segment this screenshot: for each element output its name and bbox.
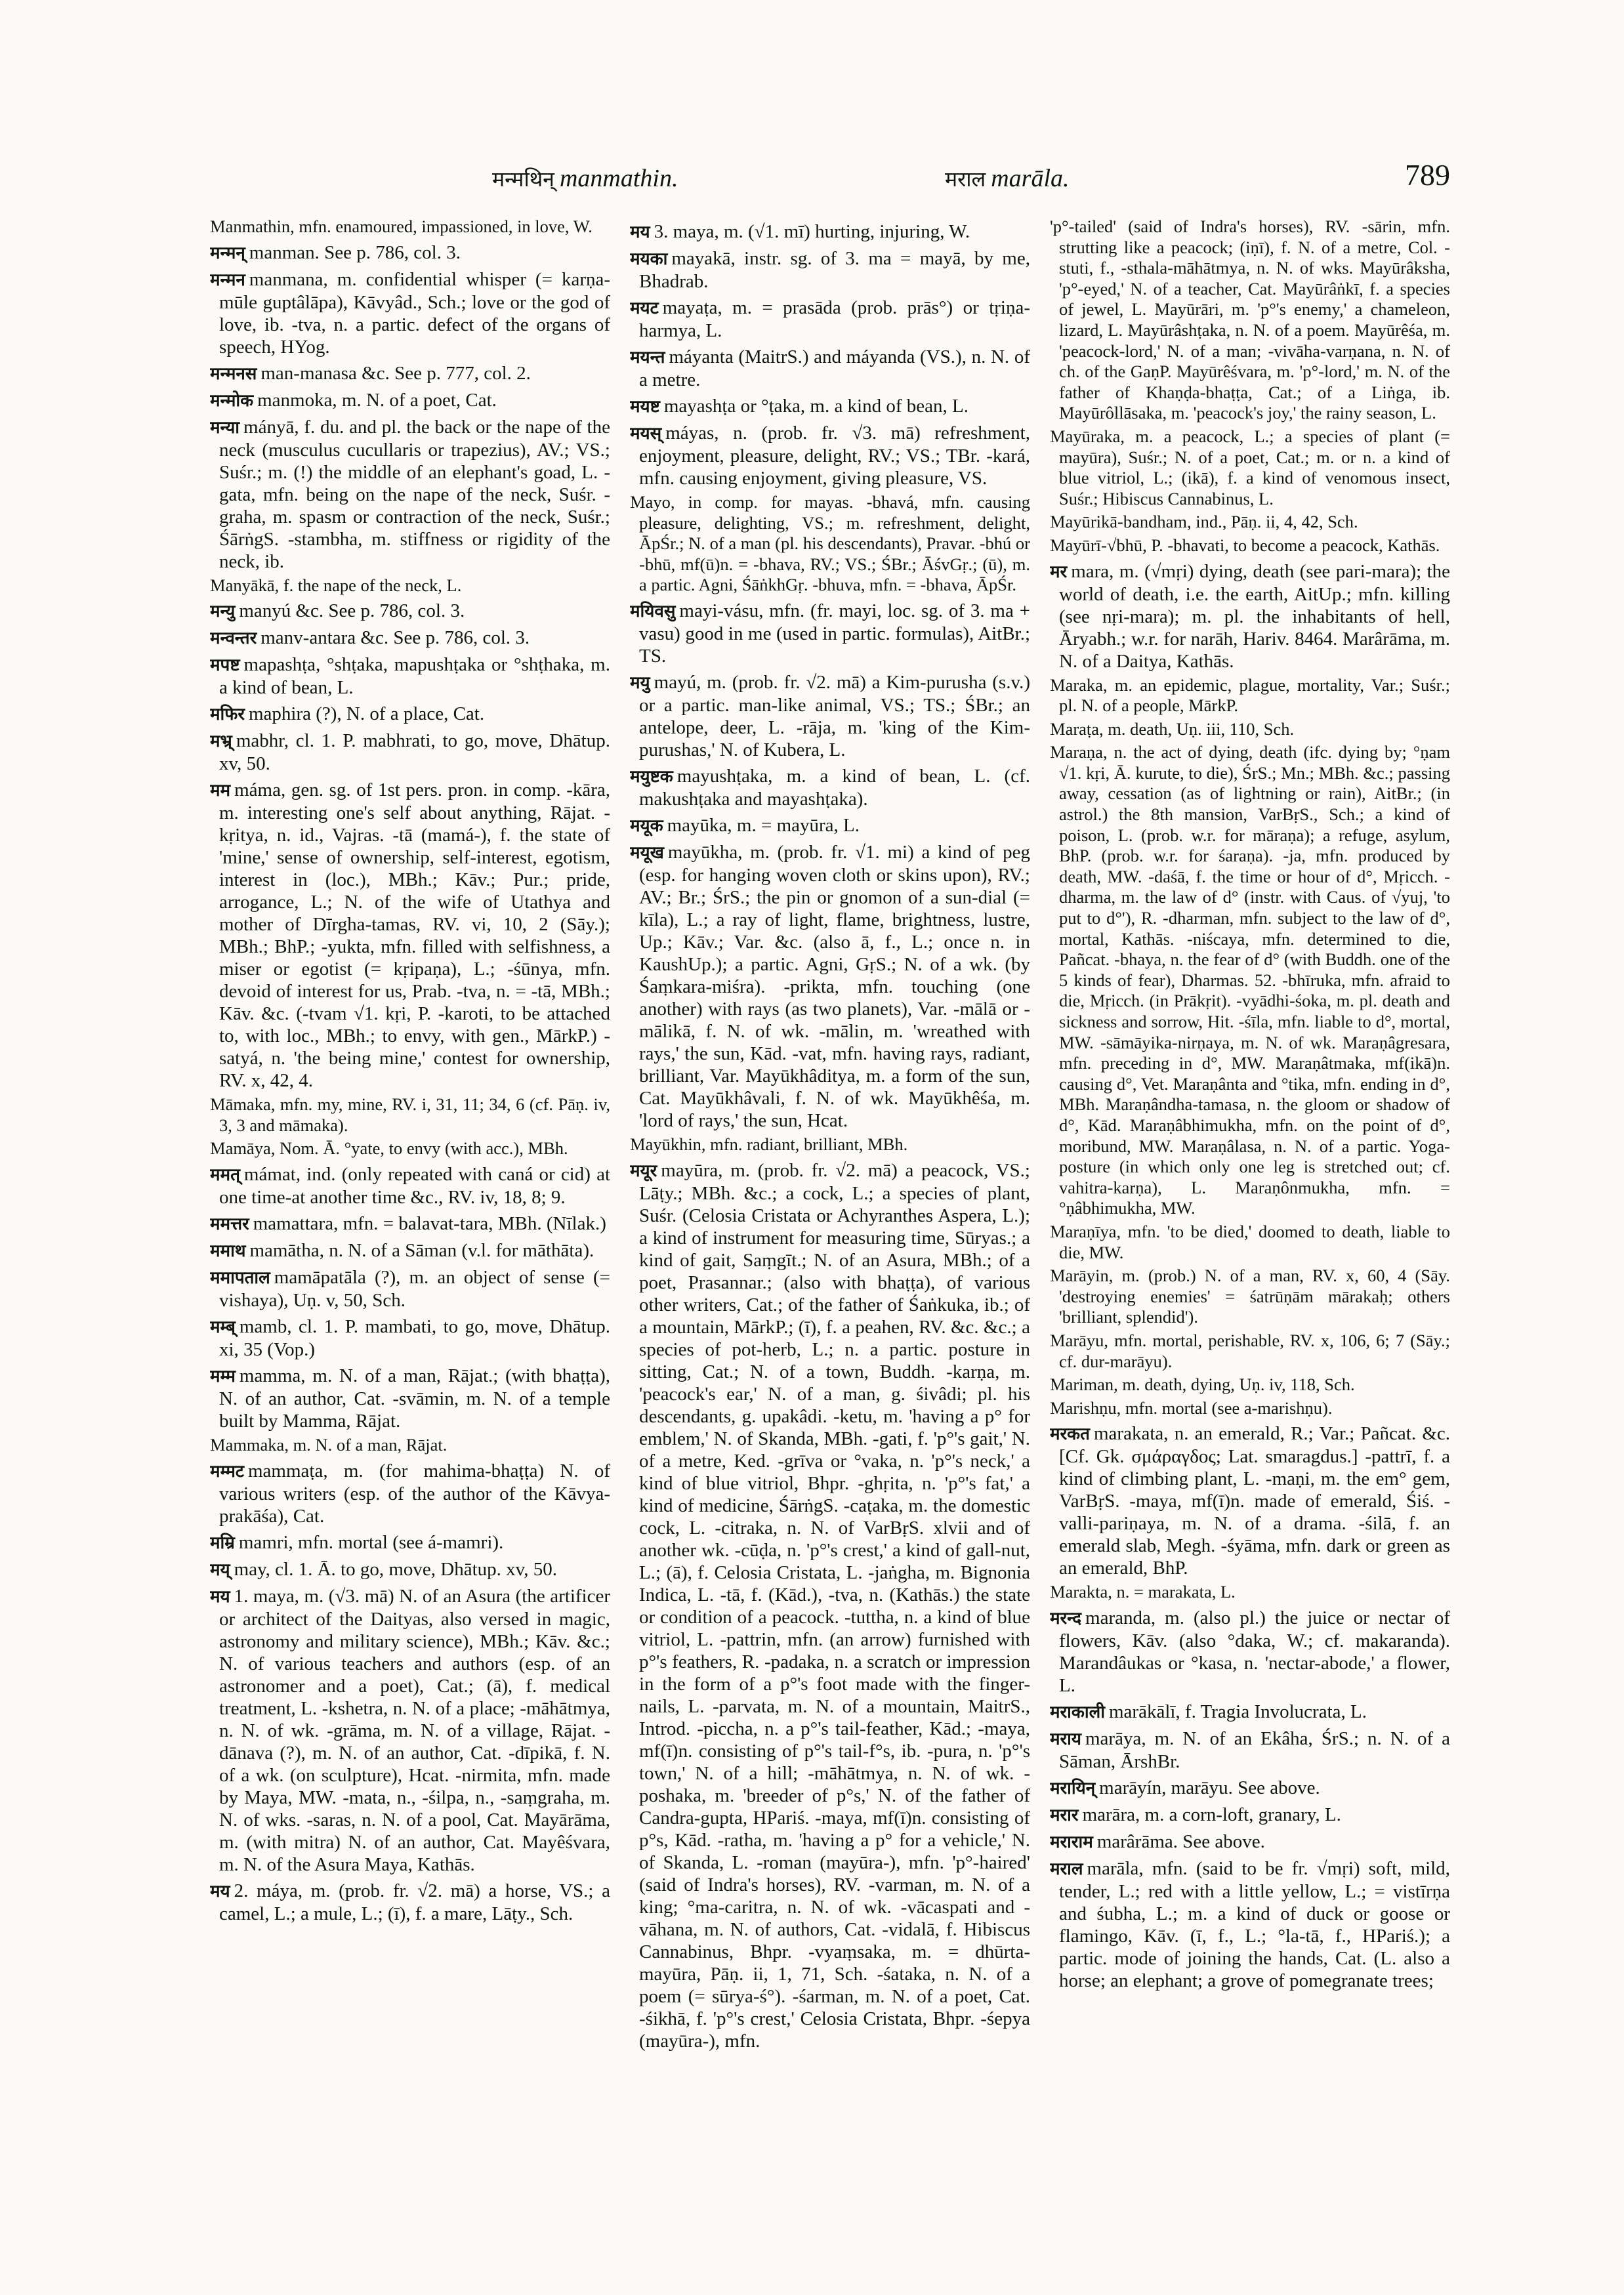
headword-devanagari: मराकाली xyxy=(1050,1702,1105,1722)
entry-text: Mayo, in comp. for mayas. -bhavá, mfn. causing pleasure, delighting, VS.; m. refreshment, delight, ĀpŚr.; N. of a man (pl. his descendants), Pravar. -bhú or -bhū, mf(ū)n. = -bhava, RV.; VS.; ŚBr.; ĀśvGṛ.; (ū), m. a partic. Agni, ŚāṅkhGṛ. -bhuva, mfn. = -bhava, ĀpŚr. xyxy=(630,492,1030,595)
dictionary-entry xyxy=(1050,675,1450,716)
dictionary-entry xyxy=(630,395,1030,418)
dictionary-entry xyxy=(1050,512,1450,533)
dictionary-entry xyxy=(210,600,610,623)
entry-text: mamri, mfn. mortal (see á-mamri). xyxy=(238,1531,504,1553)
entry-text: marākālī, f. Tragia Involucrata, L. xyxy=(1108,1701,1367,1722)
dictionary-entry xyxy=(1050,535,1450,556)
dictionary-entry xyxy=(1050,1830,1450,1853)
entry-text: máyanta (MaitrS.) and máyanda (VS.), n. N. of a metre. xyxy=(639,346,1030,390)
dictionary-entry xyxy=(1050,1804,1450,1827)
entry-text: mayūkha, m. (prob. fr. √1. mi) a kind of peg (esp. for hanging woven cloth or skins upon), RV.; AV.; Br.; ŚrS.; the pin or gnomon of a sun-dial (= kīla), L.; a ray of light, flame, brightness, lustre, Up.; Kāv.; Var. &c. (also ā, f., L.; once n. in KaushUp.); a partic. Agni, GṛS.; N. of a wk. (by Śaṃkara-miśra). -prikta, mfn. touching (one another) with rays (as two planets), Var. -mālā or -mālikā, f. N. of wk. -mālin, m. 'wreathed with rays,' the sun, Kād. -vat, mfn. having rays, radiant, brilliant, Var. Mayūkhâditya, m. a form of the sun, Cat. Mayūkhâvali, f. N. of wk. Mayūkhêśa, m. 'lord of rays,' the sun, Hcat. xyxy=(639,841,1030,1131)
entry-text: Marakta, n. = marakata, L. xyxy=(1050,1582,1236,1602)
dictionary-entry xyxy=(210,389,610,412)
dictionary-entry xyxy=(210,1460,610,1527)
entry-text: mamb, cl. 1. P. mambati, to go, move, Dhātup. xi, 35 (Vop.) xyxy=(219,1315,610,1360)
dictionary-entry xyxy=(630,765,1030,810)
entry-text: Marishṇu, mfn. mortal (see a-marishṇu). xyxy=(1050,1397,1333,1418)
headword-devanagari: मर xyxy=(1050,562,1068,582)
entry-text: marāra, m. a corn-loft, granary, L. xyxy=(1082,1804,1341,1825)
headword-devanagari: मयूख xyxy=(630,842,664,863)
headword-devanagari: मम्ब् xyxy=(210,1317,236,1337)
headword-devanagari: मरायिन् xyxy=(1050,1778,1096,1798)
dictionary-entry xyxy=(630,422,1030,489)
entry-text: Marāyin, m. (prob.) N. of a man, RV. x, 60, 4 (Sāy. 'destroying enemies' = śatrūṇām mārakaḥ; others 'brilliant, splendid'). xyxy=(1050,1266,1450,1327)
entry-text: marârāma. See above. xyxy=(1096,1830,1265,1852)
headword-devanagari: मन्मनस xyxy=(210,363,257,384)
header-left-entry: मन्मथिन् manmathin. xyxy=(492,165,678,192)
dictionary-entry xyxy=(1050,1375,1450,1396)
dictionary-entry xyxy=(630,671,1030,761)
dictionary-entry xyxy=(210,1531,610,1554)
page-number: 789 xyxy=(1405,158,1450,192)
entry-text: máma, gen. sg. of 1st pers. pron. in comp. -kāra, m. interesting one's self about anything, Rājat. -kṛitya, n. id., Vajras. -tā (mamá-), f. the state of 'mine,' sense of ownership, self-interest, egotism, interest in (loc.), MBh.; Kāv.; Pur.; pride, arrogance, L.; N. of the wife of Utathya and mother of Dīrgha-tamas, RV. vi, 10, 2 (Sāy.); MBh.; BhP.; -yukta, mfn. filled with selfishness, a miser or egotist (= kṛipaṇa), L.; -śūnya, mfn. devoid of interest for us, Prab. -tva, n. = -tā, MBh.; Kāv. &c. (-tvam √1. kṛi, P. -karoti, to be attached to, with loc., MBh.; to envy, with gen., MārkP.) -satyá, n. 'the being mine,' contest for ownership, RV. x, 42, 4. xyxy=(219,779,610,1092)
headword-devanagari: ममत्तर xyxy=(210,1214,249,1234)
entry-text: 2. máya, m. (prob. fr. √2. mā) a horse, VS.; a camel, L.; a mule, L.; (ī), f. a mare, Lāṭy., Sch. xyxy=(219,1880,610,1924)
entry-text: maranda, m. (also pl.) the juice or nectar of flowers, Kāv. (also °daka, W.; cf. makaranda). Marandâukas or °kasa, n. 'nectar-abode,' a flower, L. xyxy=(1059,1607,1450,1696)
headword-devanagari: मयुष्टक xyxy=(630,766,673,787)
dictionary-entry xyxy=(210,1558,610,1581)
headword-devanagari: मय xyxy=(210,1881,230,1901)
entry-text: manman. See p. 786, col. 3. xyxy=(249,241,461,263)
headword-devanagari: मयु xyxy=(630,672,650,693)
dictionary-entry xyxy=(210,1239,610,1262)
dictionary-entry xyxy=(210,362,610,385)
dictionary-entry xyxy=(630,814,1030,837)
dictionary-entry xyxy=(210,241,610,264)
entry-text: Mayūrikā-bandham, ind., Pāṇ. ii, 4, 42, Sch. xyxy=(1050,512,1358,532)
headword-devanagari: मय् xyxy=(210,1560,230,1580)
dictionary-entry xyxy=(210,416,610,573)
dictionary-entry xyxy=(630,841,1030,1132)
dictionary-entry xyxy=(1050,1266,1450,1328)
dictionary-entry xyxy=(210,575,610,596)
dictionary-entry xyxy=(1050,1398,1450,1419)
dictionary-entry xyxy=(210,1435,610,1456)
dictionary-entry xyxy=(630,247,1030,293)
headword-devanagari: ममत् xyxy=(210,1165,240,1185)
dictionary-entry xyxy=(210,1585,610,1876)
dictionary-entry xyxy=(630,346,1030,391)
entry-text: mányā, f. du. and pl. the back or the nape of the neck (musculus cucullaris or trapezius), AV.; VS.; Suśr.; m. (!) the middle of an elephant's goad, L. -gata, mfn. being on the nape of the neck, Suśr. -graha, m. spasm or contraction of the neck, Suśr.; ŚārṅgS. -stambha, m. stiffness or rigidity of the neck, ib. xyxy=(219,416,610,572)
entry-text: marāyín, marāyu. See above. xyxy=(1099,1777,1320,1798)
headword-devanagari: मन्मन् xyxy=(210,243,245,263)
entry-text: may, cl. 1. Ā. to go, move, Dhātup. xv, 50. xyxy=(234,1558,558,1580)
dictionary-entry xyxy=(1050,1222,1450,1263)
dictionary-entry xyxy=(210,1315,610,1361)
dictionary-entry xyxy=(1050,426,1450,509)
entry-text: Maraṭa, m. death, Uṇ. iii, 110, Sch. xyxy=(1050,718,1295,739)
entry-text: mabhr, cl. 1. P. mabhrati, to go, move, Dhātup. xv, 50. xyxy=(219,730,610,775)
entry-text: 3. maya, m. (√1. mī) hurting, injuring, W. xyxy=(654,221,970,242)
header-right-entry: मराल marāla. xyxy=(945,165,1070,192)
headword-devanagari: ममापताल xyxy=(210,1268,270,1288)
headword-devanagari: मय xyxy=(210,1586,230,1607)
dictionary-entry xyxy=(210,730,610,775)
dictionary-entry xyxy=(630,1134,1030,1155)
column-right xyxy=(1050,217,1450,2237)
headword-devanagari: मयिवसु xyxy=(630,601,676,621)
entry-text: mamma, m. N. of a man, Rājat.; (with bhaṭṭa), N. of an author, Cat. -svāmin, m. N. of a temple built by Mamma, Rājat. xyxy=(219,1365,610,1432)
headword-devanagari: मय xyxy=(630,222,650,242)
entry-text: 'p°-tailed' (said of Indra's horses), RV. -sārin, mfn. strutting like a peacock; (iṇī), f. N. of a metre, Col. -stuti, f., -sthala-māhātmya, n. N. of wks. Mayūrâksha, 'p°-eyed,' N. of a teacher, Cat. Mayūrâṅkī, f. a species of jewel, L. Mayūrāri, m. 'p°'s enemy,' a chameleon, lizard, L. Mayūrâshṭaka, n. N. of a poem. Mayūrêśa, m. 'peacock-lord,' N. of a man; -vivāha-varṇana, n. N. of ch. of the GaṇP. Mayūrêśvara, m. 'p°-lord,' m. N. of the father of Khaṇḍa-bhaṭṭa, Cat.; of a Liṅga, ib. Mayūrôllāsaka, m. 'peacock's joy,' the rainy season, L. xyxy=(1050,217,1450,423)
entry-text: Mammaka, m. N. of a man, Rājat. xyxy=(210,1434,448,1455)
headword-devanagari: मम्म xyxy=(210,1366,236,1386)
entry-text: mámat, ind. (only repeated with caná or cid) at one time-at another time &c., RV. iv, 18, 8; 9. xyxy=(219,1163,610,1208)
headword-devanagari: मरार xyxy=(1050,1805,1079,1825)
entry-text: Mayūkhin, mfn. radiant, brilliant, MBh. xyxy=(630,1134,908,1154)
entry-text: marāla, mfn. (said to be fr. √mṛi) soft, mild, tender, L.; red with a little yellow, L.; = vistīrṇa and śubha, L.; m. a kind of duck or goose or flamingo, Kāv. (ī, f., L.; °la-tā, f., HPariś.); a partic. mode of joining the hands, Cat. (L. also a horse; an elephant; a grove of pomegranate trees; xyxy=(1059,1857,1450,1991)
entry-text: mayi-vásu, mfn. (fr. mayi, loc. sg. of 3. ma + vasu) good in me (used in partic. formulas), AitBr.; TS. xyxy=(639,600,1030,667)
headword-devanagari: मयस् xyxy=(630,424,662,444)
entry-text: máyas, n. (prob. fr. √3. mā) refreshment, enjoyment, pleasure, delight, RV.; VS.; TBr. -kará, mfn. causing enjoyment, giving pleasure, VS. xyxy=(639,423,1030,489)
headword-devanagari: मराल xyxy=(1050,1859,1083,1879)
entry-text: manmoka, m. N. of a poet, Cat. xyxy=(257,389,497,411)
headword-devanagari: मयका xyxy=(630,249,668,269)
entry-text: marāya, m. N. of an Ekâha, ŚrS.; n. N. of a Sāman, ĀrshBr. xyxy=(1059,1727,1450,1772)
entry-text: Maraṇa, n. the act of dying, death (ifc. dying by; °ṇam √1. kṛi, Ā. kurute, to die), ŚrS.; Mn.; MBh. &c.; passing away, cessation (as of lightning or rain), AitBr.; (in astrol.) the 8th mansion, VarBṛS., Sch.; a kind of poison, L. (prob. w.r. for māraṇa); a refuge, asylum, BhP. (prob. w.r. for śaraṇa). -ja, mfn. produced by death, MW. -daśā, f. the time or hour of d°, Mṛicch. -dharma, m. the law of d° (instr. with Caus. of √yuj, 'to put to d°'), R. -dharman, mfn. subject to the law of d°, mortal, Kathās. -niścaya, mfn. determined to die, Pañcat. -bhaya, n. the fear of d° (with Buddh. one of the 5 kinds of fear), Dharmas. 52. -bhīruka, mfn. afraid to die, Mṛicch. (in Prākṛit). -vyādhi-śoka, m. pl. death and sickness and sorrow, Hit. -śīla, mfn. liable to d°, mortal, MW. -sāmāyika-nirṇaya, m. N. of wk. Maraṇâgresara, mfn. preceding in d°, MW. Maraṇâtmaka, mf(ikā)n. causing d°, Vet. Maraṇânta and °tika, mfn. ending in d°, MBh. Maraṇândha-tamasa, n. the gloom or shadow of d°, Kād. Maraṇâbhimukha, mfn. on the point of d°, moribund, MW. Maraṇâlasa, n. N. of a partic. Yoga-posture (in which only one leg is stretched out; cf. vahitra-karṇa), L. Maraṇônmukha, mfn. = °ṇâbhimukha, MW. xyxy=(1050,742,1450,1218)
entry-text: Mayūrī-√bhū, P. -bhavati, to become a peacock, Kathās. xyxy=(1050,535,1440,555)
entry-text: mayushṭaka, m. a kind of bean, L. (cf. makushṭaka and mayashṭaka). xyxy=(639,765,1030,810)
entry-text: Maraṇīya, mfn. 'to be died,' doomed to death, liable to die, MW. xyxy=(1050,1221,1450,1262)
dictionary-entry xyxy=(1050,1607,1450,1697)
dictionary-entry xyxy=(210,1138,610,1159)
entry-text: mayūra, m. (prob. fr. √2. mā) a peacock, VS.; Lāṭy.; MBh. &c.; a cock, L.; a species of plant, Suśr. (Celosia Cristata or Achyranthes Aspera, L.); a kind of instrument for measuring time, Sūryas.; a kind of gait, Saṃgīt.; N. of an Asura, MBh.; of a poet, Prasannar.; (also with bhaṭṭa), of various other writers, Cat.; of the father of Śaṅkuka, ib.; of a mountain, MārkP.; (ī), f. a peahen, RV. &c. &c.; a species of pot-herb, L.; n. a partic. posture in sitting, Cat.; N. of a town, Buddh. -karṇa, m. 'peacock's ear,' N. of a man, g. śivâdi; pl. his descendants, g. upakâdi. -ketu, m. 'having a p° for emblem,' N. of Skanda, MBh. -gati, f. 'p°'s gait,' N. of a metre, Ked. -grīva or °vaka, n. 'p°'s neck,' a kind of blue vitriol, Bhpr. -ghṛita, n. 'p°'s fat,' a kind of medicine, ŚārṅgS. -caṭaka, m. the domestic cock, L. -citraka, n. N. of VarBṛS. xlvii and of another wk. -cūḍa, n. 'p°'s crest,' a kind of gall-nut, L.; (ā), f. Celosia Cristata, L. -jaṅgha, m. Bignonia Indica, L. -tā, f. (Kād.), -tva, n. (Kathās.) the state or condition of a peacock. -tuttha, n. a kind of blue vitriol, L. -pattrin, mfn. (an arrow) furnished with p°'s feathers, R. -padaka, n. a scratch or impression in the form of a p°'s foot made with the finger-nails, L. -parvata, m. N. of a mountain, MaitrS., Introd. -piccha, n. a p°'s tail-feather, Kād.; -maya, mf(ī)n. consisting of p°'s tail-f°s, ib. -pura, n. 'p°'s town,' N. of a hill; -māhātmya, n. N. of wk. -poshaka, m. 'breeder of p°s,' N. of the father of Candra-gupta, HPariś. -maya, mf(ī)n. consisting of p°s, Kād. -ratha, m. 'having a p° for a vehicle,' N. of Skanda, L. -roman (mayūra-), mfn. 'p°-haired' (said of Indra's horses), RV. -varman, m. N. of a king; °ma-caritra, n. N. of wk. -vācaspati and -vāhana, m. N. of authors, Cat. -vidalā, f. Hibiscus Cannabinus, Bhpr. -vyaṃsaka, m. = dhūrta-mayūra, Pāṇ. ii, 1, 71, Sch. -śataka, n. N. of a poem (= sūrya-ś°). -śarman, m. N. of a poet, Cat. -śikhā, f. 'p°'s crest,' Celosia Cristata, Bhpr. -śepya (mayūra-), mfn. xyxy=(639,1159,1030,2052)
dictionary-entry xyxy=(210,268,610,358)
column-left xyxy=(210,217,610,2237)
dictionary-entry xyxy=(210,1365,610,1432)
entry-text: mamattara, mfn. = balavat-tara, MBh. (Nīlak.) xyxy=(253,1212,606,1234)
entry-text: 1. maya, m. (√3. mā) N. of an Asura (the artificer or architect of the Daityas, also versed in magic, astronomy and military science), MBh.; Kāv. &c.; N. of various teachers and authors (esp. of an astronomer and a poet), Cat.; (ā), f. medical treatment, L. -kshetra, n. N. of a place; -māhātmya, n. N. of wk. -grāma, m. N. of a village, Rājat. -dānava (?), m. N. of an author, Cat. -dīpikā, f. N. of a wk. (on sculpture), Hcat. -nirmita, mfn. made by Maya, MW. -mata, n., -śilpa, n., -saṃgraha, m. N. of wks. -saras, n. N. of a pool, Cat. Mayārāma, m. (with mitra) N. of an author, Cat. Mayêśvara, m. N. of the Asura Maya, Kathās. xyxy=(219,1585,610,1875)
column-middle xyxy=(630,217,1030,2237)
entry-text: Manyākā, f. the nape of the neck, L. xyxy=(210,575,462,595)
entry-text: mayashṭa or °ṭaka, m. a kind of bean, L. xyxy=(663,396,968,417)
headword-devanagari: मरकत xyxy=(1050,1424,1090,1445)
dictionary-entry xyxy=(1050,1727,1450,1773)
dictionary-entry xyxy=(210,779,610,1092)
dictionary-entry xyxy=(1050,1777,1450,1800)
entry-text: Māmaka, mfn. my, mine, RV. i, 31, 11; 34, 6 (cf. Pāṇ. iv, 3, 3 and māmaka). xyxy=(210,1094,610,1135)
headword-devanagari: मन्मन xyxy=(210,270,245,290)
headword-devanagari: मन्यु xyxy=(210,602,236,622)
headword-devanagari: मन्मोक xyxy=(210,390,254,411)
headword-devanagari: मम xyxy=(210,781,231,801)
dictionary-entry xyxy=(1050,1331,1450,1372)
text-columns xyxy=(210,217,1450,2237)
running-header xyxy=(210,157,1450,197)
entry-text: Marāyu, mfn. mortal, perishable, RV. x, 106, 6; 7 (Sāy.; cf. dur-marāyu). xyxy=(1050,1330,1450,1371)
dictionary-entry xyxy=(630,297,1030,342)
entry-text: manmana, m. confidential whisper (= karṇa-mūle guptâlāpa), Kāvyâd., Sch.; love or the god of love, ib. -tva, n. a partic. defect of the organs of speech, HYog. xyxy=(219,268,610,358)
entry-text: manyú &c. See p. 786, col. 3. xyxy=(239,600,465,622)
entry-text: Mamāya, Nom. Ā. °yate, to envy (with acc.), MBh. xyxy=(210,1138,568,1159)
headword-devanagari: मभ्र् xyxy=(210,732,232,752)
entry-text: Mariman, m. death, dying, Uṇ. iv, 118, Sch. xyxy=(1050,1375,1355,1395)
entry-text: maphira (?), N. of a place, Cat. xyxy=(248,703,485,725)
entry-text: manv-antara &c. See p. 786, col. 3. xyxy=(260,627,530,649)
entry-text: marakata, n. an emerald, R.; Var.; Pañcat. &c. [Cf. Gk. σμάραγδος; Lat. smaragdus.] -pattrī, f. a kind of climbing plant, L. -maṇi, m. the em° gem, VarBṛS. -maya, mf(ī)n. made of emerald, Śiś. -valli-pariṇaya, m. N. of a drama. -śilā, f. an emerald slab, Megh. -śyāma, mfn. dark or green as an emerald, BhP. xyxy=(1059,1423,1450,1579)
headword-devanagari: मयष्ट xyxy=(630,397,660,417)
entry-text: mamāpatāla (?), m. an object of sense (= vishaya), Uṇ. v, 50, Sch. xyxy=(219,1266,610,1311)
headword-devanagari: ममाथ xyxy=(210,1241,246,1261)
dictionary-entry xyxy=(630,1159,1030,2052)
dictionary-entry xyxy=(1050,217,1450,424)
dictionary-entry xyxy=(1050,719,1450,740)
dictionary-entry xyxy=(210,1266,610,1312)
entry-text: mayūka, m. = mayūra, L. xyxy=(667,814,860,836)
dictionary-entry xyxy=(210,217,610,238)
dictionary-entry xyxy=(630,220,1030,243)
entry-text: man-manasa &c. See p. 777, col. 2. xyxy=(260,362,531,384)
dictionary-entry xyxy=(210,653,610,699)
headword-devanagari: मम्रि xyxy=(210,1533,235,1553)
headword-devanagari: मपष्ट xyxy=(210,655,240,676)
dictionary-entry xyxy=(1050,560,1450,672)
dictionary-entry xyxy=(210,703,610,726)
dictionary-entry xyxy=(1050,1582,1450,1603)
entry-text: mammaṭa, m. (for mahima-bhaṭṭa) N. of various writers (esp. of the author of the Kāvya-prakāśa), Cat. xyxy=(219,1460,610,1527)
dictionary-entry xyxy=(210,1212,610,1235)
entry-text: mapashṭa, °shṭaka, mapushṭaka or °shṭhaka, m. a kind of bean, L. xyxy=(219,654,610,699)
entry-text: mara, m. (√mṛi) dying, death (see pari-mara); the world of death, i.e. the earth, AitUp.; mfn. killing (see nṛi-mara); m. pl. the inhabitants of hell, Āryabh.; w.r. for narāh, Hariv. 8464. Marârāma, m. N. of a Daitya, Kathās. xyxy=(1059,560,1450,672)
headword-devanagari: मरन्द xyxy=(1050,1608,1082,1628)
headword-devanagari: मयन्त xyxy=(630,348,665,367)
dictionary-entry xyxy=(630,492,1030,596)
dictionary-entry xyxy=(210,1094,610,1136)
entry-text: Mayūraka, m. a peacock, L.; a species of plant (= mayūra), Suśr.; N. of a poet, Cat.; m. or n. a kind of blue vitriol, L.; (ikā), f. a kind of venomous insect, Suśr.; Hibiscus Cannabinus, L. xyxy=(1050,426,1450,508)
headword-devanagari: मन्या xyxy=(210,417,240,438)
headword-devanagari: मयूक xyxy=(630,816,663,836)
headword-devanagari: मयूर xyxy=(630,1161,657,1181)
dictionary-entry xyxy=(1050,1422,1450,1579)
dictionary-entry xyxy=(1050,1857,1450,1992)
dictionary-entry xyxy=(210,627,610,650)
entry-text: mayú, m. (prob. fr. √2. mā) a Kim-purusha (s.v.) or a partic. man-like animal, VS.; TS.; ŚBr.; an antelope, deer, L. -rāja, m. 'king of the Kim-purushas,' N. of Kubera, L. xyxy=(639,671,1030,760)
dictionary-entry xyxy=(1050,742,1450,1219)
entry-text: mamātha, n. N. of a Sāman (v.l. for māthāta). xyxy=(249,1239,594,1261)
headword-devanagari: मराय xyxy=(1050,1729,1081,1749)
entry-text: mayakā, instr. sg. of 3. ma = mayā, by me, Bhadrab. xyxy=(639,248,1030,292)
entry-text: Maraka, m. an epidemic, plague, mortality, Var.; Suśr.; pl. N. of a people, MārkP. xyxy=(1050,674,1450,716)
headword-devanagari: मफिर xyxy=(210,705,245,725)
headword-devanagari: मन्वन्तर xyxy=(210,629,257,649)
dictionary-entry xyxy=(1050,1701,1450,1724)
headword-devanagari: मयट xyxy=(630,299,659,318)
dictionary-entry xyxy=(210,1163,610,1209)
dictionary-entry xyxy=(630,600,1030,667)
entry-text: Manmathin, mfn. enamoured, impassioned, in love, W. xyxy=(210,217,593,236)
entry-text: mayaṭa, m. = prasāda (prob. prās°) or tṛiṇa-harmya, L. xyxy=(639,297,1030,341)
headword-devanagari: मम्मट xyxy=(210,1461,244,1481)
dictionary-entry xyxy=(210,1880,610,1925)
headword-devanagari: मराराम xyxy=(1050,1832,1093,1852)
